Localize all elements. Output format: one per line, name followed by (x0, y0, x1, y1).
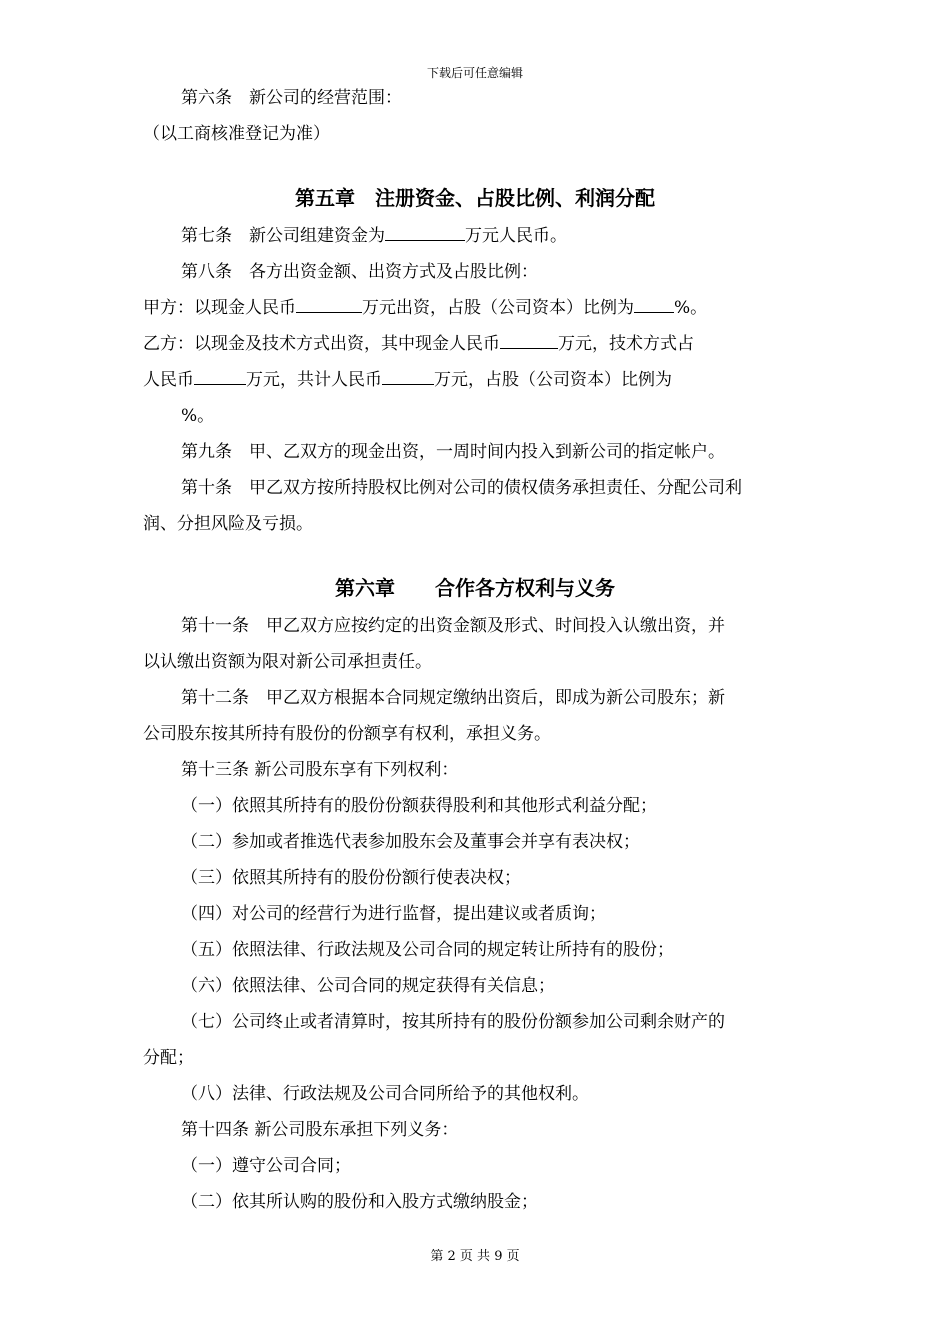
article-7-text-a: 第七条 新公司组建资金为 (181, 226, 385, 246)
party-a-text-3: %。 (674, 298, 708, 318)
right-item: （八）法律、行政法规及公司合同所给予的其他权利。 (181, 1084, 589, 1104)
article-6-note: （以工商核准登记为准） (143, 124, 330, 144)
fill-blank[interactable] (382, 364, 434, 385)
chapter-5-heading: 第五章 注册资金、占股比例、利润分配 (295, 186, 655, 210)
right-item: （六）依照法律、公司合同的规定获得有关信息； (181, 976, 555, 996)
article-13: 第十三条 新公司股东享有下列权利： (181, 760, 459, 780)
article-6: 第六条 新公司的经营范围： (181, 88, 402, 108)
article-12-line-2: 公司股东按其所持有股份的份额享有权利，承担义务。 (143, 724, 551, 744)
party-b-text-5: 万元，占股（公司资本）比例为 (434, 370, 672, 390)
right-item: （五）依照法律、行政法规及公司合同的规定转让所持有的股份； (181, 940, 674, 960)
article-10-line-2: 润、分担风险及亏损。 (143, 514, 313, 534)
right-item: （七）公司终止或者清算时，按其所持有的股份份额参加公司剩余财产的 (181, 1012, 725, 1032)
article-8: 第八条 各方出资金额、出资方式及占股比例： (181, 262, 538, 282)
page-header-note: 下载后可任意编辑 (426, 66, 523, 80)
article-14: 第十四条 新公司股东承担下列义务： (181, 1120, 459, 1140)
duty-item: （二）依其所认购的股份和入股方式缴纳股金； (181, 1192, 538, 1212)
article-7 (143, 218, 807, 254)
party-b-clause-line-2 (143, 362, 807, 398)
party-b-text-2: 万元，技术方式占 (558, 334, 694, 354)
party-a-text-2: 万元出资，占股（公司资本）比例为 (362, 298, 634, 318)
article-10-line-1: 第十条 甲乙双方按所持股权比例对公司的债权债务承担责任、分配公司利 (181, 478, 742, 498)
party-b-clause-line-1 (143, 326, 807, 362)
fill-blank[interactable] (500, 328, 558, 349)
right-item: （一）依照其所持有的股份份额获得股利和其他形式利益分配； (181, 796, 657, 816)
fill-blank[interactable] (634, 292, 674, 313)
chapter-6-heading: 第六章 合作各方权利与义务 (335, 576, 615, 600)
page-footer: 第 2 页 共 9 页 (430, 1249, 520, 1264)
fill-blank[interactable] (194, 364, 246, 385)
party-b-text-3: 人民币 (143, 370, 194, 390)
party-a-clause (143, 290, 807, 326)
right-item-continuation: 分配； (143, 1048, 194, 1068)
article-11-line-1: 第十一条 甲乙双方应按约定的出资金额及形式、时间投入认缴出资，并 (181, 616, 725, 636)
article-9: 第九条 甲、乙双方的现金出资，一周时间内投入到新公司的指定帐户。 (181, 442, 725, 462)
party-a-text-1: 甲方：以现金人民币 (143, 298, 296, 318)
right-item: （三）依照其所持有的股份份额行使表决权； (181, 868, 521, 888)
right-item: （四）对公司的经营行为进行监督，提出建议或者质询； (181, 904, 606, 924)
fill-blank[interactable] (296, 292, 362, 313)
article-12-line-1: 第十二条 甲乙双方根据本合同规定缴纳出资后，即成为新公司股东；新 (181, 688, 725, 708)
duty-item: （一）遵守公司合同； (181, 1156, 351, 1176)
document-body (143, 80, 807, 1220)
party-b-text-1: 乙方：以现金及技术方式出资，其中现金人民币 (143, 334, 500, 354)
article-7-text-b: 万元人民币。 (465, 226, 567, 246)
party-b-text-4: 万元，共计人民币 (246, 370, 382, 390)
article-11-line-2: 以认缴出资额为限对新公司承担责任。 (143, 652, 432, 672)
party-b-clause-line-3: %。 (181, 406, 215, 426)
right-item: （二）参加或者推选代表参加股东会及董事会并享有表决权； (181, 832, 640, 852)
fill-blank[interactable] (385, 220, 465, 241)
